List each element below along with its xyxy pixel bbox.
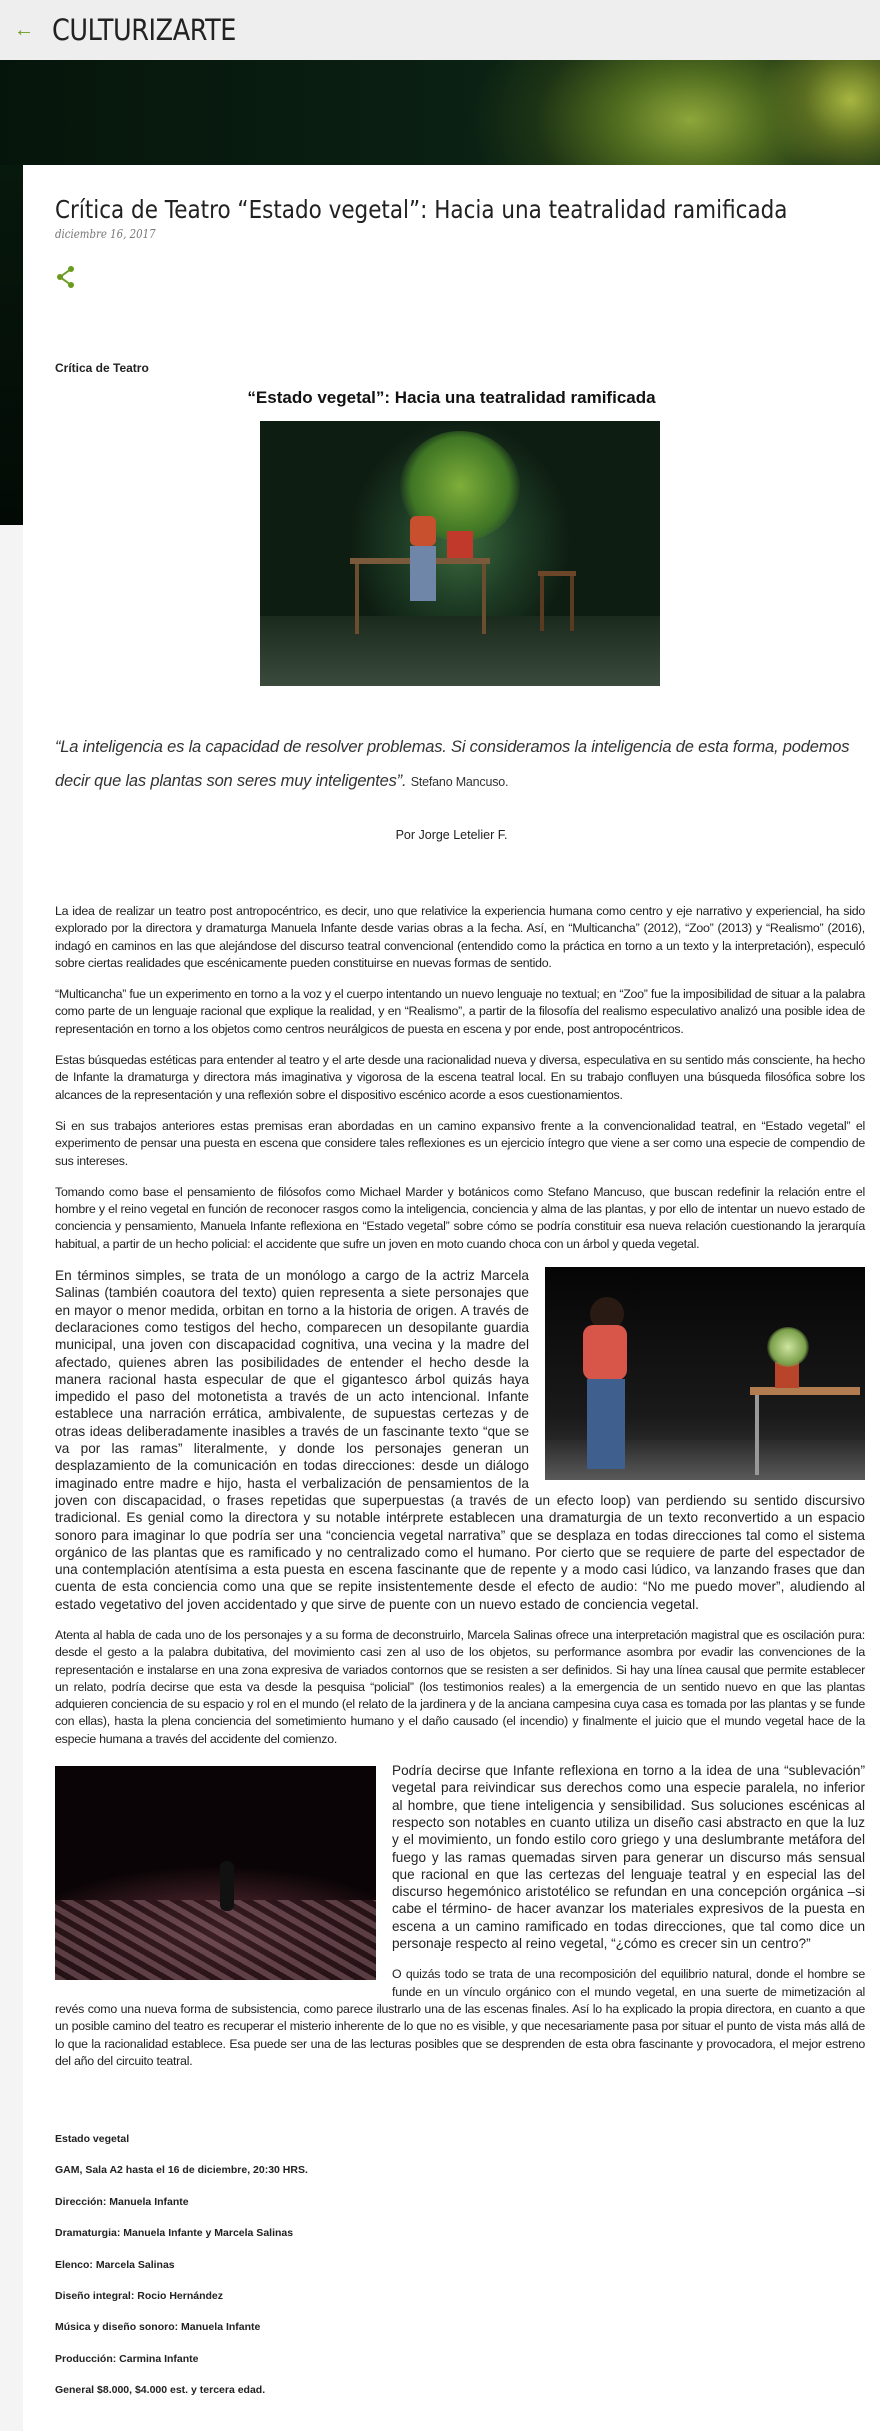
credit-line: General $8.000, $4.000 est. y tercera edad. bbox=[55, 2384, 266, 2397]
quote-text: “La inteligencia es la capacidad de resolver problemas. Si consideramos la inteligencia de esta forma, podemos decir que las plantas son seres muy inteligentes”. bbox=[55, 738, 850, 790]
paragraph: Atenta al habla de cada uno de los personajes y a su forma de deconstruirlo, Marcela Salinas ofrece una interpretación magistral que es oscilación pura: desde el gesto a la palabra dubitativa, del movimiento casi zen al uso de los objetos, su performance asombra por evadir las convenciones de la representación e instalarse en una zona expresiva de variados contornos que se resisten a ser definidos. Si hay una línea causal que permite establecer un relato, podría decirse que esta va desde la pesquisa “policial” (los testimonios reales) a la emergencia de un sentido nuevo en que las plantas adquieren conciencia de su espacio y rol en el mundo (el relato de la jardinera y de la anciana campesina cuya casa es tomada por las plantas y se funde con ellas), hasta la plena conciencia del sometimiento humano y el daño causado (el incendio) y finalmente el juicio que el mundo vegetal hace de la especie humana a través del accidente del comienzo. bbox=[55, 1627, 865, 1746]
top-app-bar bbox=[0, 0, 880, 60]
paragraph: Si en sus trabajos anteriores estas premisas eran abordadas en un camino expansivo frente a la convencionalidad teatral, en “Estado vegetal” el experimento de pensar una puesta en escena que considere tales reflexiones es un ejercicio íntegro que viene a ser como una especie de compendio de sus intereses. bbox=[55, 1118, 865, 1168]
credit-line: Música y diseño sonoro: Manuela Infante bbox=[55, 2321, 261, 2334]
paragraph: Tomando como base el pensamiento de filósofos como Michael Marder y botánicos como Stefano Mancuso, que buscan redefinir la relación entre el hombre y el reino vegetal en función de reconocer rasgos como la inteligencia, conciencia y alma de las plantas, y por ello de intentar un nuevo estado de conciencia y pensamiento, Manuela Infante reflexiona en “Estado vegetal” sobre cómo se podría constituir esa nueva relación cuestionando la jerarquía habitual, a partir de un hecho policial: el accidente que sufre un joven en moto cuando choca con un árbol y queda vegetal. bbox=[55, 1184, 865, 1251]
article-subtitle: “Estado vegetal”: Hacia una teatralidad ramificada bbox=[247, 388, 656, 407]
paragraph: O quizás todo se trata de una recomposición del equilibrio natural, donde el hombre se funde en un vínculo orgánico con el mundo vegetal, en una suerte de mimetización al revés como una nueva forma de subsistencia, como parece ilustrarlo una de las escenas finales. Así lo ha explicado la propia directora, en cuanto a que un posible camino del teatro es recuperar el misterio inherente de lo que no es visible, y que necesariamente pasa por situar el punto de vista más allá de lo que la racionalidad establece. Esa puede ser una de las lecturas posibles que se desprenden de esta obra fascinante y provocadora, el mejor estreno del año del circuito teatral. bbox=[55, 1967, 865, 2068]
post-category: Crítica de Teatro bbox=[55, 361, 149, 375]
quote-author: Stefano Mancuso. bbox=[410, 775, 509, 789]
author-byline: Por Jorge Letelier F. bbox=[395, 828, 508, 842]
share-icon[interactable] bbox=[55, 265, 77, 289]
paragraph: Podría decirse que Infante reflexiona en torno a la idea de una “sublevación” vegetal para reivindicar sus derechos como una especie paralela, no inferior al hombre, que tiene inteligencia y sensibilidad. Sus soluciones escénicas al respecto son notables en cuanto utiliza un diseño casi abstracto en que la luz y el movimiento, un fondo estilo coro griego y una deslumbrante metáfora del fuego y las ramas quemadas sirven para generar un discurso más sensual que racional en que las certezas del lenguaje teatral y en especial las del discurso hegemónico aristotélico se refundan en una concepción orgánica –si cabe el término- de hacer avanzar los materiales expresivos de la puesta en escena a un camino ramificado en todas direcciones, que tal como dice un personaje respecto al reino vegetal, “¿cómo es crecer sin un centro?” bbox=[392, 1763, 865, 1952]
stage-photo-burnt-branches[interactable] bbox=[55, 1766, 376, 1980]
post-date[interactable]: diciembre 16, 2017 bbox=[55, 227, 156, 241]
production-credits bbox=[55, 2133, 308, 2416]
header-banner-image bbox=[0, 60, 880, 165]
banner-left-strip bbox=[0, 165, 23, 525]
paragraph: “Multicancha” fue un experimento en torno a la voz y el cuerpo intentando un nuevo lenguaje no textual; en “Zoo” fue la imposibilidad de situar a la palabra como parte de un lenguaje racional que explique la realidad, y en “Realismo”, a partir de la filosofía del realismo especulativo analizó una posible idea de representación en torno a los objetos como centros neurálgicos de puesta en escena y por ende, post antropocéntricos. bbox=[55, 987, 865, 1036]
credit-line: Elenco: Marcela Salinas bbox=[55, 2258, 175, 2271]
epigraph-quote bbox=[55, 730, 865, 799]
credit-line: GAM, Sala A2 hasta el 16 de diciembre, 20:30 HRS. bbox=[55, 2164, 308, 2177]
credit-line: Dirección: Manuela Infante bbox=[55, 2195, 189, 2208]
paragraph: Estas búsquedas estéticas para entender al teatro y el arte desde una racionalidad nueva y diversa, especulativa en su sentido más consciente, ha hecho de Infante la dramaturga y directora más imaginativa y vigorosa de la escena teatral local. En su trabajo confluyen una búsqueda filosófica sobre los alcances de la representación y una reflexión sobre el dispositivo escénico acorde a esos cuestionamientos. bbox=[55, 1053, 865, 1102]
credit-line: Dramaturgia: Manuela Infante y Marcela Salinas bbox=[55, 2227, 294, 2240]
paragraph: La idea de realizar un teatro post antropocéntrico, es decir, uno que relativice la experiencia humana como centro y eje narrativo y experiencial, ha sido explorado por la directora y dramaturga Manuela Infante desde varias obras a la fecha. Así, en “Multicancha” (2012), “Zoo” (2013) y “Realismo” (2016), indagó en caminos en las que alejándose del discurso teatral convencional (entendido como la práctica en torno a un texto y la interpretación), especuló sobre ciertas realidades que escénicamente pueden constituirse en nuevas formas de sentido. bbox=[55, 904, 865, 970]
credit-line: Diseño integral: Rocio Hernández bbox=[55, 2289, 224, 2302]
article-body bbox=[55, 903, 865, 2084]
credit-line: Estado vegetal bbox=[55, 2133, 130, 2145]
paragraph: En términos simples, se trata de un monólogo a cargo de la actriz Marcela Salinas (también coautora del texto) quien representa a siete personajes que en mayor o menor medida, orbitan en torno a la historia de origen. A través de declaraciones como testigos del hecho, comparecen un desopilante guardia municipal, una joven con discapacidad cognitiva, una vecina y la madre del afectado, quienes abren las posibilidades de entender el hecho desde la manera racional hasta especular de que el gigantesco árbol quizás haya impedido el paso del motonetista a través de un acto intencional. Infante establece una narración errática, ambivalente, de supuestas certezas y de otras ideas deliberadamente inasibles a través de un fascinante texto “que se va por las ramas” literalmente, y donde los personajes generan un desplazamiento de la comunicación en todas direcciones: desde un diálogo imaginado entre madre e hijo, hasta el verbalización de pensamientos de la joven con discapacidad, o frases repetidas que superpuestas (a través de un efecto loop) van perdiendo su sentido discursivo tradicional. Es genial como la directora y su notable intérprete establecen una dramaturgia de un texto reconvertido a un espacio sonoro para imaginar lo que podría ser una “conciencia vegetal narrativa” que se desplaza en todas direcciones tal como el sistema orgánico de las plantas que es ramificado y no centralizado como el humano. Por cierto que se requiere de parte del espectador de una contemplación atentísima a esta puesta en escena fascinante que de repente y a modo casi lúdico, va lanzando frases que dan cuenta de esta conciencia como una que se repite insistentemente desde el efecto de audio: “No me puedo mover”, aludiendo al estado vegetativo del joven accidentado y que sirve de puente con un nuevo estado de conciencia vegetal. bbox=[55, 1268, 865, 1612]
stage-photo-plant-table[interactable] bbox=[260, 421, 660, 686]
blog-brand[interactable]: CULTURIZARTE bbox=[52, 13, 236, 47]
stage-photo-actress-plant[interactable] bbox=[545, 1267, 865, 1480]
post-title: Crítica de Teatro “Estado vegetal”: Hacia una teatralidad ramificada bbox=[55, 195, 788, 224]
credit-line: Producción: Carmina Infante bbox=[55, 2352, 199, 2365]
arrow-left-icon[interactable]: ← bbox=[14, 18, 34, 41]
post-card bbox=[23, 165, 880, 2431]
